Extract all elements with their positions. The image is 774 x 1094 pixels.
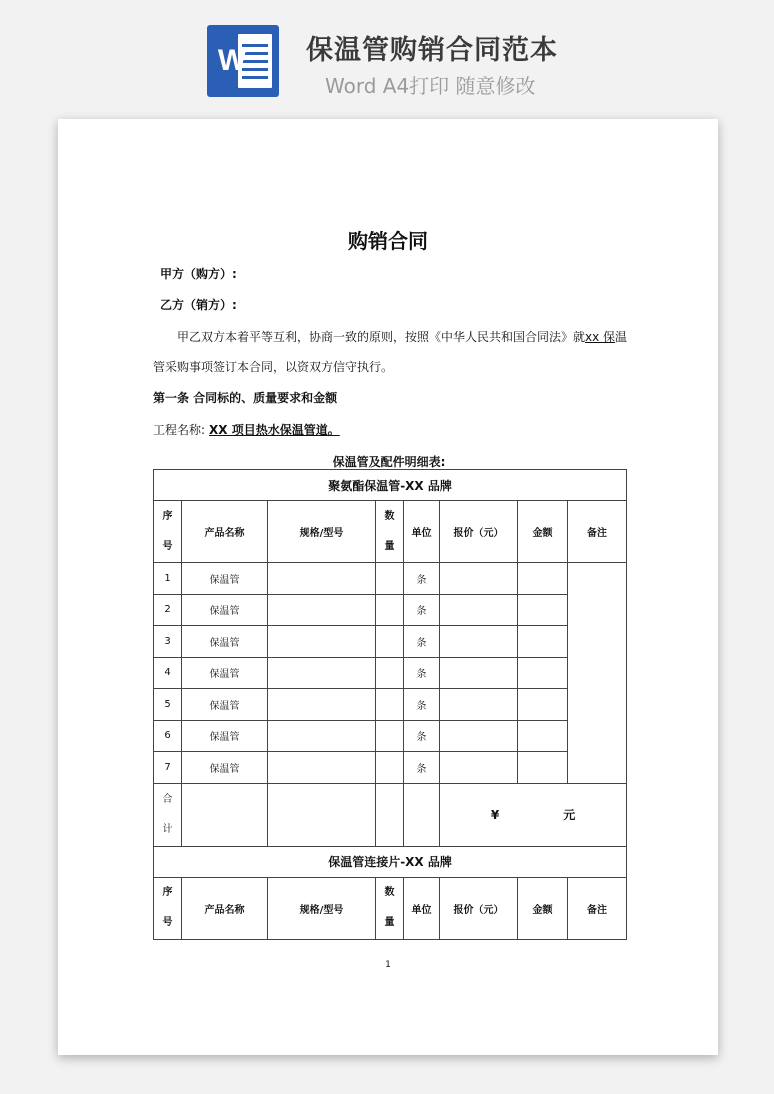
template-banner (0, 0, 774, 118)
row-unit: 条 (404, 594, 440, 626)
banner-title: 保温管购销合同范本 (306, 35, 558, 66)
row-qty[interactable] (376, 594, 404, 626)
row-qty[interactable] (376, 720, 404, 752)
header-spec: 规格/型号 (268, 501, 376, 563)
section-title-row (154, 470, 627, 501)
page-number: 1 (385, 960, 391, 970)
row-qty[interactable] (376, 689, 404, 721)
intro-paragraph (153, 322, 633, 382)
currency-symbol: ¥ (490, 808, 500, 822)
row-product: 保温管 (182, 594, 268, 626)
banner-subtitle: Word A4打印 随意修改 (325, 74, 536, 98)
row-amount[interactable] (518, 626, 568, 658)
header-price: 报价（元） (440, 501, 518, 563)
table-row (154, 720, 627, 752)
header-qty: 数 量 (376, 877, 404, 939)
total-label: 合 计 (154, 783, 182, 846)
header-amount: 金额 (518, 501, 568, 563)
row-index: 6 (154, 720, 182, 752)
row-index: 1 (154, 563, 182, 595)
header-unit: 单位 (404, 501, 440, 563)
row-amount[interactable] (518, 720, 568, 752)
table-caption: 保温管及配件明细表: (332, 455, 446, 469)
table-row (154, 752, 627, 784)
row-price[interactable] (440, 594, 518, 626)
total-amount[interactable] (440, 783, 627, 846)
total-spec (268, 783, 376, 846)
row-index: 2 (154, 594, 182, 626)
row-unit: 条 (404, 563, 440, 595)
header-note: 备注 (568, 877, 627, 939)
table-row (154, 657, 627, 689)
row-amount[interactable] (518, 752, 568, 784)
row-spec[interactable] (268, 720, 376, 752)
table-row (154, 594, 627, 626)
intro-subject: xx 保 (585, 330, 616, 344)
row-spec[interactable] (268, 594, 376, 626)
total-row (154, 783, 627, 846)
row-index: 4 (154, 657, 182, 689)
row-spec[interactable] (268, 657, 376, 689)
article-heading: 第一条 合同标的、质量要求和金额 (153, 391, 338, 405)
document-title: 购销合同 (348, 229, 428, 253)
header-spec: 规格/型号 (268, 877, 376, 939)
row-price[interactable] (440, 689, 518, 721)
row-price[interactable] (440, 626, 518, 658)
row-spec[interactable] (268, 563, 376, 595)
row-unit: 条 (404, 689, 440, 721)
project-line (153, 421, 340, 438)
header-qty: 数 量 (376, 501, 404, 563)
header-index: 序 号 (154, 877, 182, 939)
intro-text: 甲乙双方本着平等互利，协商一致的原则，按照《中华人民共和国合同法》就 (177, 330, 586, 344)
party-a-label: 甲方（购方）: (160, 267, 237, 281)
table-row (154, 626, 627, 658)
total-qty[interactable] (376, 783, 404, 846)
section-title: 聚氨酯保温管-XX 品牌 (154, 470, 627, 501)
row-index: 5 (154, 689, 182, 721)
row-product: 保温管 (182, 720, 268, 752)
header-index: 序 号 (154, 501, 182, 563)
row-product: 保温管 (182, 752, 268, 784)
row-price[interactable] (440, 657, 518, 689)
row-unit: 条 (404, 657, 440, 689)
intro-text-end: 温管采购事项签订本合同，以资双方信守执行。 (153, 330, 628, 374)
header-row (154, 501, 627, 563)
project-value: XX 项目热水保温管道。 (209, 423, 340, 437)
row-spec[interactable] (268, 689, 376, 721)
header-product: 产品名称 (182, 501, 268, 563)
word-letter: W (217, 44, 247, 77)
project-label: 工程名称: (153, 423, 206, 437)
section-title: 保温管连接片-XX 品牌 (154, 846, 627, 877)
row-amount[interactable] (518, 657, 568, 689)
row-product: 保温管 (182, 657, 268, 689)
party-b-label: 乙方（销方）: (160, 298, 237, 312)
row-unit: 条 (404, 720, 440, 752)
document-page (58, 119, 718, 1055)
yuan-label: 元 (563, 808, 576, 822)
header-unit: 单位 (404, 877, 440, 939)
word-document-icon (207, 25, 279, 97)
row-index: 7 (154, 752, 182, 784)
row-product: 保温管 (182, 689, 268, 721)
header-product: 产品名称 (182, 877, 268, 939)
header-price: 报价（元） (440, 877, 518, 939)
spec-table (153, 469, 627, 940)
row-index: 3 (154, 626, 182, 658)
note-cell[interactable] (568, 563, 627, 784)
row-unit: 条 (404, 626, 440, 658)
table-row (154, 563, 627, 595)
total-unit (404, 783, 440, 846)
row-qty[interactable] (376, 563, 404, 595)
row-amount[interactable] (518, 689, 568, 721)
row-price[interactable] (440, 563, 518, 595)
row-product: 保温管 (182, 626, 268, 658)
row-qty[interactable] (376, 752, 404, 784)
total-product (182, 783, 268, 846)
header-row (154, 877, 627, 939)
table-row (154, 689, 627, 721)
row-product: 保温管 (182, 563, 268, 595)
row-qty[interactable] (376, 626, 404, 658)
row-spec[interactable] (268, 626, 376, 658)
header-amount: 金额 (518, 877, 568, 939)
row-amount[interactable] (518, 563, 568, 595)
row-unit: 条 (404, 752, 440, 784)
row-spec[interactable] (268, 752, 376, 784)
section-title-row (154, 846, 627, 877)
row-price[interactable] (440, 752, 518, 784)
row-price[interactable] (440, 720, 518, 752)
row-qty[interactable] (376, 657, 404, 689)
row-amount[interactable] (518, 594, 568, 626)
header-note: 备注 (568, 501, 627, 563)
